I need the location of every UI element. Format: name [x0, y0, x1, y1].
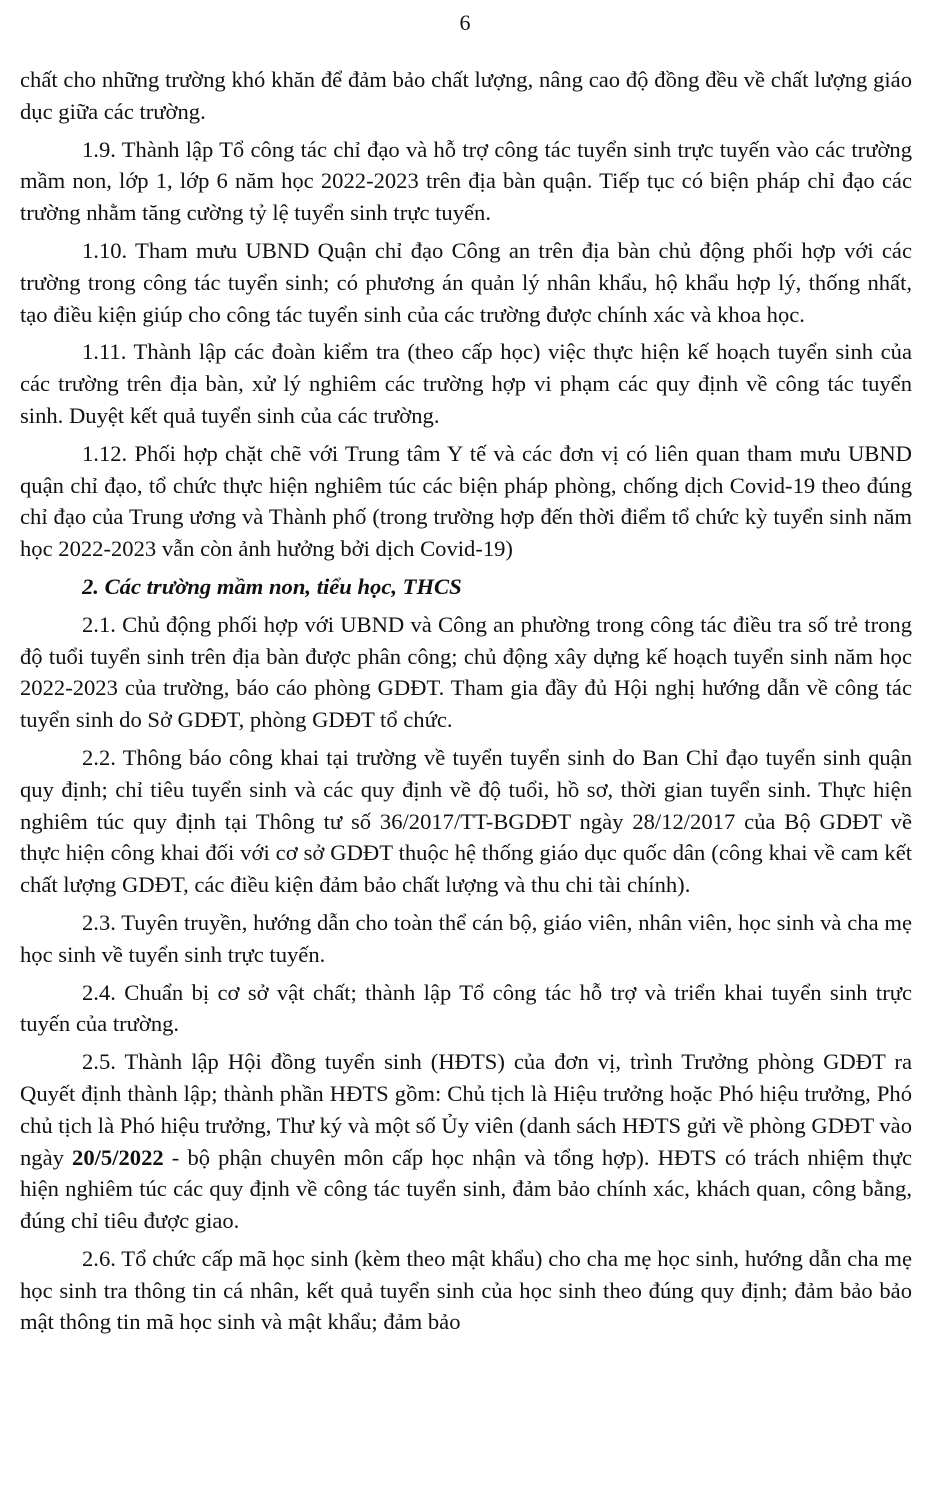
document-body	[20, 64, 912, 1344]
paragraph-2-5-part-b: - bộ phận chuyên môn cấp học nhận và tổng hợp). HĐTS có trách nhiệm thực hiện nghiêm túc các quy định về công tác tuyển sinh, đảm bảo chính xác, khách quan, công bằng, đúng chỉ tiêu được giao.	[20, 1144, 912, 1234]
paragraph-2-4: 2.4. Chuẩn bị cơ sở vật chất; thành lập Tổ công tác hỗ trợ và triển khai tuyển sinh trực tuyến của trường.	[20, 979, 912, 1037]
paragraph-1-10: 1.10. Tham mưu UBND Quận chỉ đạo Công an trên địa bàn chủ động phối hợp với các trường trong công tác tuyển sinh; có phương án quản lý nhân khẩu, hộ khẩu hợp lý, thống nhất, tạo điều kiện giúp cho công tác tuyển sinh của các trường được chính xác và khoa học.	[20, 237, 912, 327]
paragraph-2-2: 2.2. Thông báo công khai tại trường về tuyển tuyển sinh do Ban Chỉ đạo tuyển sinh quận quy định; chỉ tiêu tuyển sinh và các quy định về độ tuổi, hồ sơ, thời gian tuyển sinh. Thực hiện nghiêm túc quy định tại Thông tư số 36/2017/TT-BGDĐT ngày 28/12/2017 của Bộ GDĐT về thực hiện công khai đối với cơ sở GDĐT thuộc hệ thống giáo dục quốc dân (công khai về cam kết chất lượng GDĐT, các điều kiện đảm bảo chất lượng và thu chi tài chính).	[20, 744, 912, 898]
page-number: 6	[459, 10, 471, 35]
paragraph-2-6: 2.6. Tổ chức cấp mã học sinh (kèm theo mật khẩu) cho cha mẹ học sinh, hướng dẫn cha mẹ học sinh tra thông tin cá nhân, kết quả tuyển sinh của học sinh theo đúng quy định; đảm bảo bảo mật thông tin mã học sinh và mật khẩu; đảm bảo	[20, 1245, 912, 1335]
deadline-date: 20/5/2022	[72, 1144, 164, 1170]
paragraph-2-1: 2.1. Chủ động phối hợp với UBND và Công an phường trong công tác điều tra số trẻ trong độ tuổi tuyển sinh trên địa bàn được phân công; chủ động xây dựng kế hoạch tuyển sinh năm học 2022-2023 của trường, báo cáo phòng GDĐT. Tham gia đầy đủ Hội nghị hướng dẫn về công tác tuyển sinh do Sở GDĐT, phòng GDĐT tổ chức.	[20, 611, 912, 733]
paragraph-continuation: chất cho những trường khó khăn để đảm bảo chất lượng, nâng cao độ đồng đều về chất lượng giáo dục giữa các trường.	[20, 67, 912, 124]
section-heading-2: 2. Các trường mầm non, tiểu học, THCS	[82, 573, 462, 599]
paragraph-2-5	[20, 1046, 912, 1237]
paragraph-2-5-part-a: 2.5. Thành lập Hội đồng tuyển sinh (HĐTS) của đơn vị, trình Trưởng phòng GDĐT ra Quyết định thành lập; thành phần HĐTS gồm: Chủ tịch là Hiệu trưởng hoặc Phó hiệu trưởng, Phó chủ tịch là Phó hiệu trưởng, Thư ký và một số Ủy viên (danh sách HĐTS gửi về phòng GDĐT vào ngày	[20, 1049, 912, 1170]
paragraph-1-9: 1.9. Thành lập Tổ công tác chỉ đạo và hỗ trợ công tác tuyển sinh trực tuyến vào các trường mầm non, lớp 1, lớp 6 năm học 2022-2023 trên địa bàn quận. Tiếp tục có biện pháp chỉ đạo các trường nhằm tăng cường tỷ lệ tuyển sinh trực tuyến.	[20, 136, 912, 226]
paragraph-1-11: 1.11. Thành lập các đoàn kiểm tra (theo cấp học) việc thực hiện kế hoạch tuyển sinh của các trường trên địa bàn, xử lý nghiêm các trường hợp vi phạm các quy định về công tác tuyển sinh. Duyệt kết quả tuyển sinh của các trường.	[20, 339, 912, 428]
paragraph-2-3: 2.3. Tuyên truyền, hướng dẫn cho toàn thể cán bộ, giáo viên, nhân viên, học sinh và cha mẹ học sinh về tuyển sinh trực tuyến.	[20, 909, 912, 967]
paragraph-1-12: 1.12. Phối hợp chặt chẽ với Trung tâm Y tế và các đơn vị có liên quan tham mưu UBND quận chỉ đạo, tổ chức thực hiện nghiêm túc các biện pháp phòng, chống dịch Covid-19 theo đúng chỉ đạo của Trung ương và Thành phố (trong trường hợp đến thời điểm tổ chức kỳ tuyển sinh năm học 2022-2023 vẫn còn ảnh hưởng bởi dịch Covid-19)	[20, 440, 912, 562]
